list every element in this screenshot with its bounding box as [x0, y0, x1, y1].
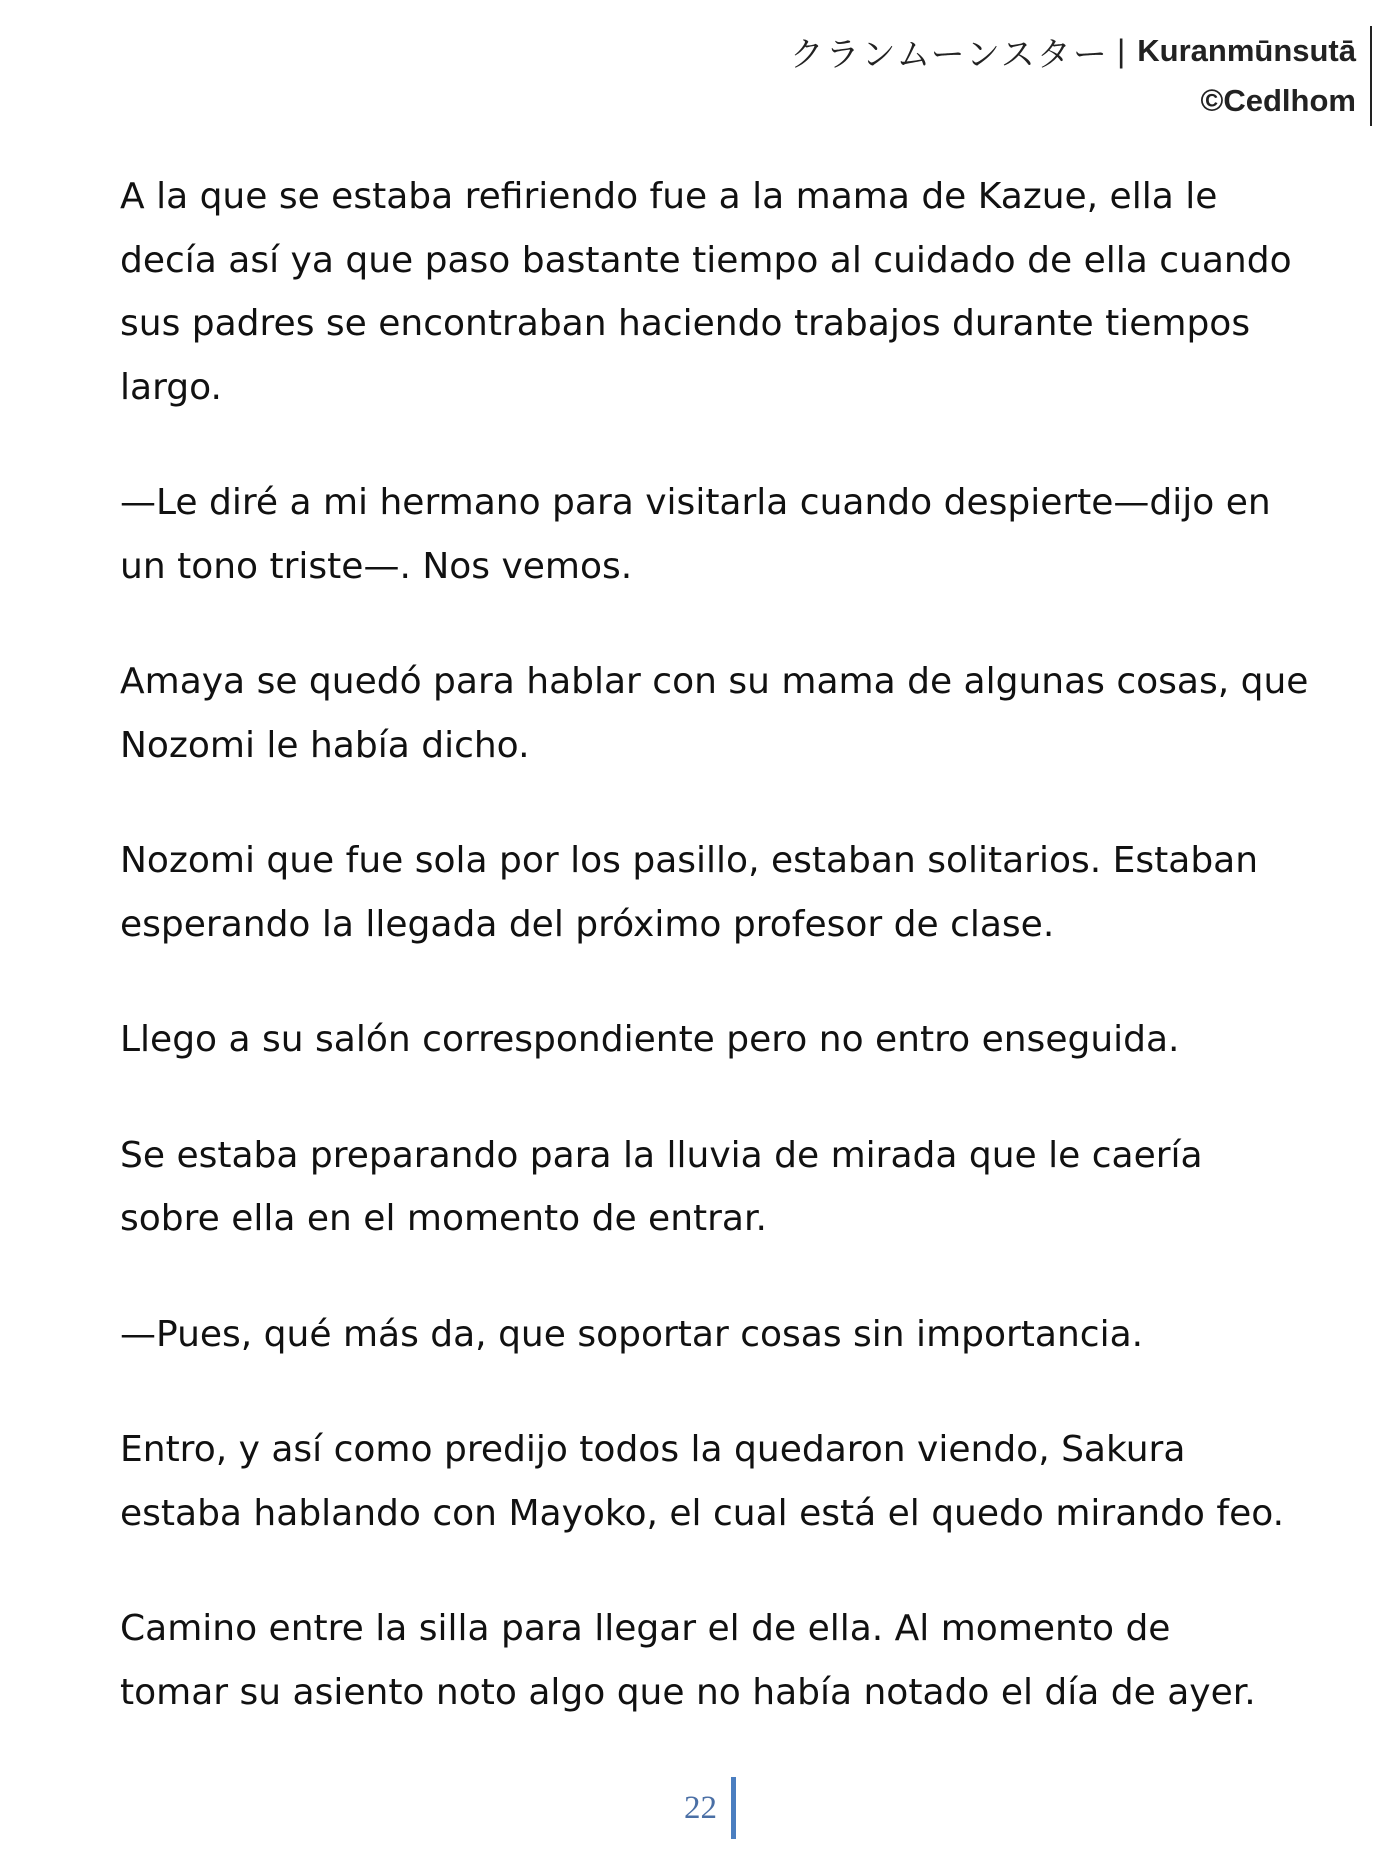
page-number-block — [684, 1777, 736, 1839]
text-line: largo. — [120, 366, 222, 408]
text-line: sus padres se encontraban haciendo trabajos durante tiempos — [120, 303, 1251, 344]
paragraph — [120, 1418, 1300, 1545]
paragraph — [120, 165, 1300, 419]
header-text — [790, 26, 1370, 126]
paragraph — [120, 1303, 1300, 1367]
paragraph — [120, 471, 1300, 598]
paragraph — [120, 650, 1309, 777]
text-line: Camino entre la silla para llegar el de ella. Al momento de — [120, 1608, 1171, 1649]
page-number: 22 — [684, 1789, 717, 1826]
page-number-rule — [731, 1777, 736, 1839]
text-line: sobre ella en el momento de entrar. — [120, 1198, 767, 1239]
text-line: Entro, y así como predijo todos la quedaron viendo, Sakura — [120, 1429, 1186, 1470]
paragraph — [120, 1597, 1300, 1724]
text-line: decía así ya que paso bastante tiempo al cuidado de ella cuando — [120, 239, 1292, 281]
page-footer — [0, 1777, 1400, 1839]
text-line: un tono triste—. Nos vemos. — [120, 545, 633, 587]
paragraph — [120, 1008, 1300, 1072]
text-line: tomar su asiento noto algo que no había notado el día de ayer. — [120, 1671, 1256, 1713]
body-text — [120, 165, 1309, 1776]
page-header — [790, 26, 1372, 126]
header-title-romaji: Kuranmūnsutā — [1137, 33, 1356, 68]
text-line: Se estaba preparando para la lluvia de mirada que le caería — [120, 1134, 1203, 1176]
header-author: ©Cedlhom — [1200, 83, 1356, 118]
header-title-line — [790, 26, 1356, 76]
header-vertical-rule — [1370, 26, 1372, 126]
text-line: esperando la llegada del próximo profesor de clase. — [120, 903, 1055, 945]
header-title-japanese: クランムーンスター — [789, 34, 1109, 75]
text-line: Llego a su salón correspondiente pero no entro enseguida. — [120, 1019, 1180, 1060]
paragraph — [120, 829, 1300, 956]
text-line: Nozomi que fue sola por los pasillo, estaban solitarios. Estaban — [120, 840, 1259, 881]
text-line: A la que se estaba refiriendo fue a la mama de Kazue, ella le — [120, 176, 1218, 217]
text-line: —Le diré a mi hermano para visitarla cuando despierte—dijo en — [120, 482, 1271, 523]
header-separator: | — [1116, 32, 1126, 69]
text-line: estaba hablando con Mayoko, el cual está el quedo mirando feo. — [120, 1492, 1285, 1534]
paragraph — [120, 1124, 1300, 1251]
text-line: —Pues, qué más da, que soportar cosas sin importancia. — [120, 1313, 1144, 1355]
text-line: Nozomi le había dicho. — [120, 724, 530, 766]
text-line: Amaya se quedó para hablar con su mama de algunas cosas, que — [120, 661, 1309, 702]
